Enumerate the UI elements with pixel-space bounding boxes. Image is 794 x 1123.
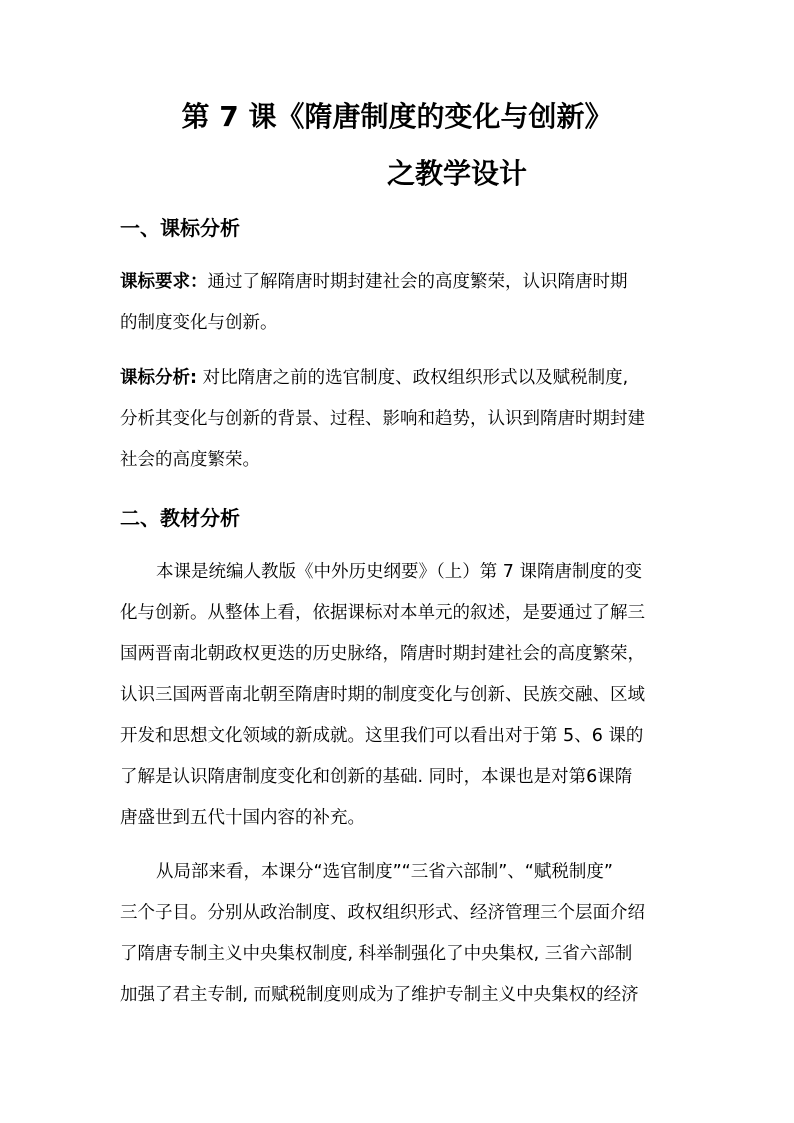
paragraph-line: 从局部来看，本课分“选官制度”“三省六部制”、“赋税制度” [156,862,613,882]
paragraph-line: 国两晋南北朝政权更迭的历史脉络，隋唐时期封建社会的高度繁荣， [120,644,645,664]
curriculum-requirement-line-2: 的制度变化与创新。 [120,313,278,333]
curriculum-analysis-line-1 [120,364,680,392]
curriculum-analysis-label: 课标分析: [120,368,197,388]
paragraph-line: 了隋唐专制主义中央集权制度, 科举制强化了中央集权, 三省六部制 [120,944,633,964]
curriculum-requirement-label: 课标要求： [120,272,208,292]
paragraph-line: 唐盛世到五代十国内容的补充。 [120,808,365,828]
paragraph-line: 三个子目。分别从政治制度、政权组织形式、经济管理三个层面介绍 [120,903,645,923]
paragraph-line: 开发和思想文化领域的新成就。这里我们可以看出对于第 5、6 课的 [120,726,644,746]
curriculum-requirement-line-1 [120,268,680,296]
document-subtitle: 之教学设计 [386,157,527,190]
section-heading-curriculum: 一、课标分析 [120,216,240,240]
curriculum-analysis-line-3: 社会的高度繁荣。 [120,450,260,470]
paragraph-line: 了解是认识隋唐制度变化和创新的基础. 同时，本课也是对第6课隋 [120,767,633,787]
section-heading-textbook: 二、教材分析 [120,506,240,530]
document-title: 第 7 课《隋唐制度的变化与创新》 [181,100,613,133]
curriculum-analysis-line-2: 分析其变化与创新的背景、过程、影响和趋势，认识到隋唐时期封建 [120,409,645,429]
paragraph-line: 化与创新。从整体上看，依据课标对本单元的叙述，是要通过了解三 [120,603,645,623]
curriculum-requirement-text: 通过了解隋唐时期封建社会的高度繁荣，认识隋唐时期 [207,272,628,292]
curriculum-analysis-text: 对比隋唐之前的选官制度、政权组织形式以及赋税制度, [202,368,629,388]
paragraph-line: 加强了君主专制, 而赋税制度则成为了维护专制主义中央集权的经济 [120,985,639,1005]
paragraph-line: 本课是统编人教版《中外历史纲要》（上）第 7 课隋唐制度的变 [156,562,643,582]
paragraph-line: 认识三国两晋南北朝至隋唐时期的制度变化与创新、民族交融、区域 [120,685,645,705]
